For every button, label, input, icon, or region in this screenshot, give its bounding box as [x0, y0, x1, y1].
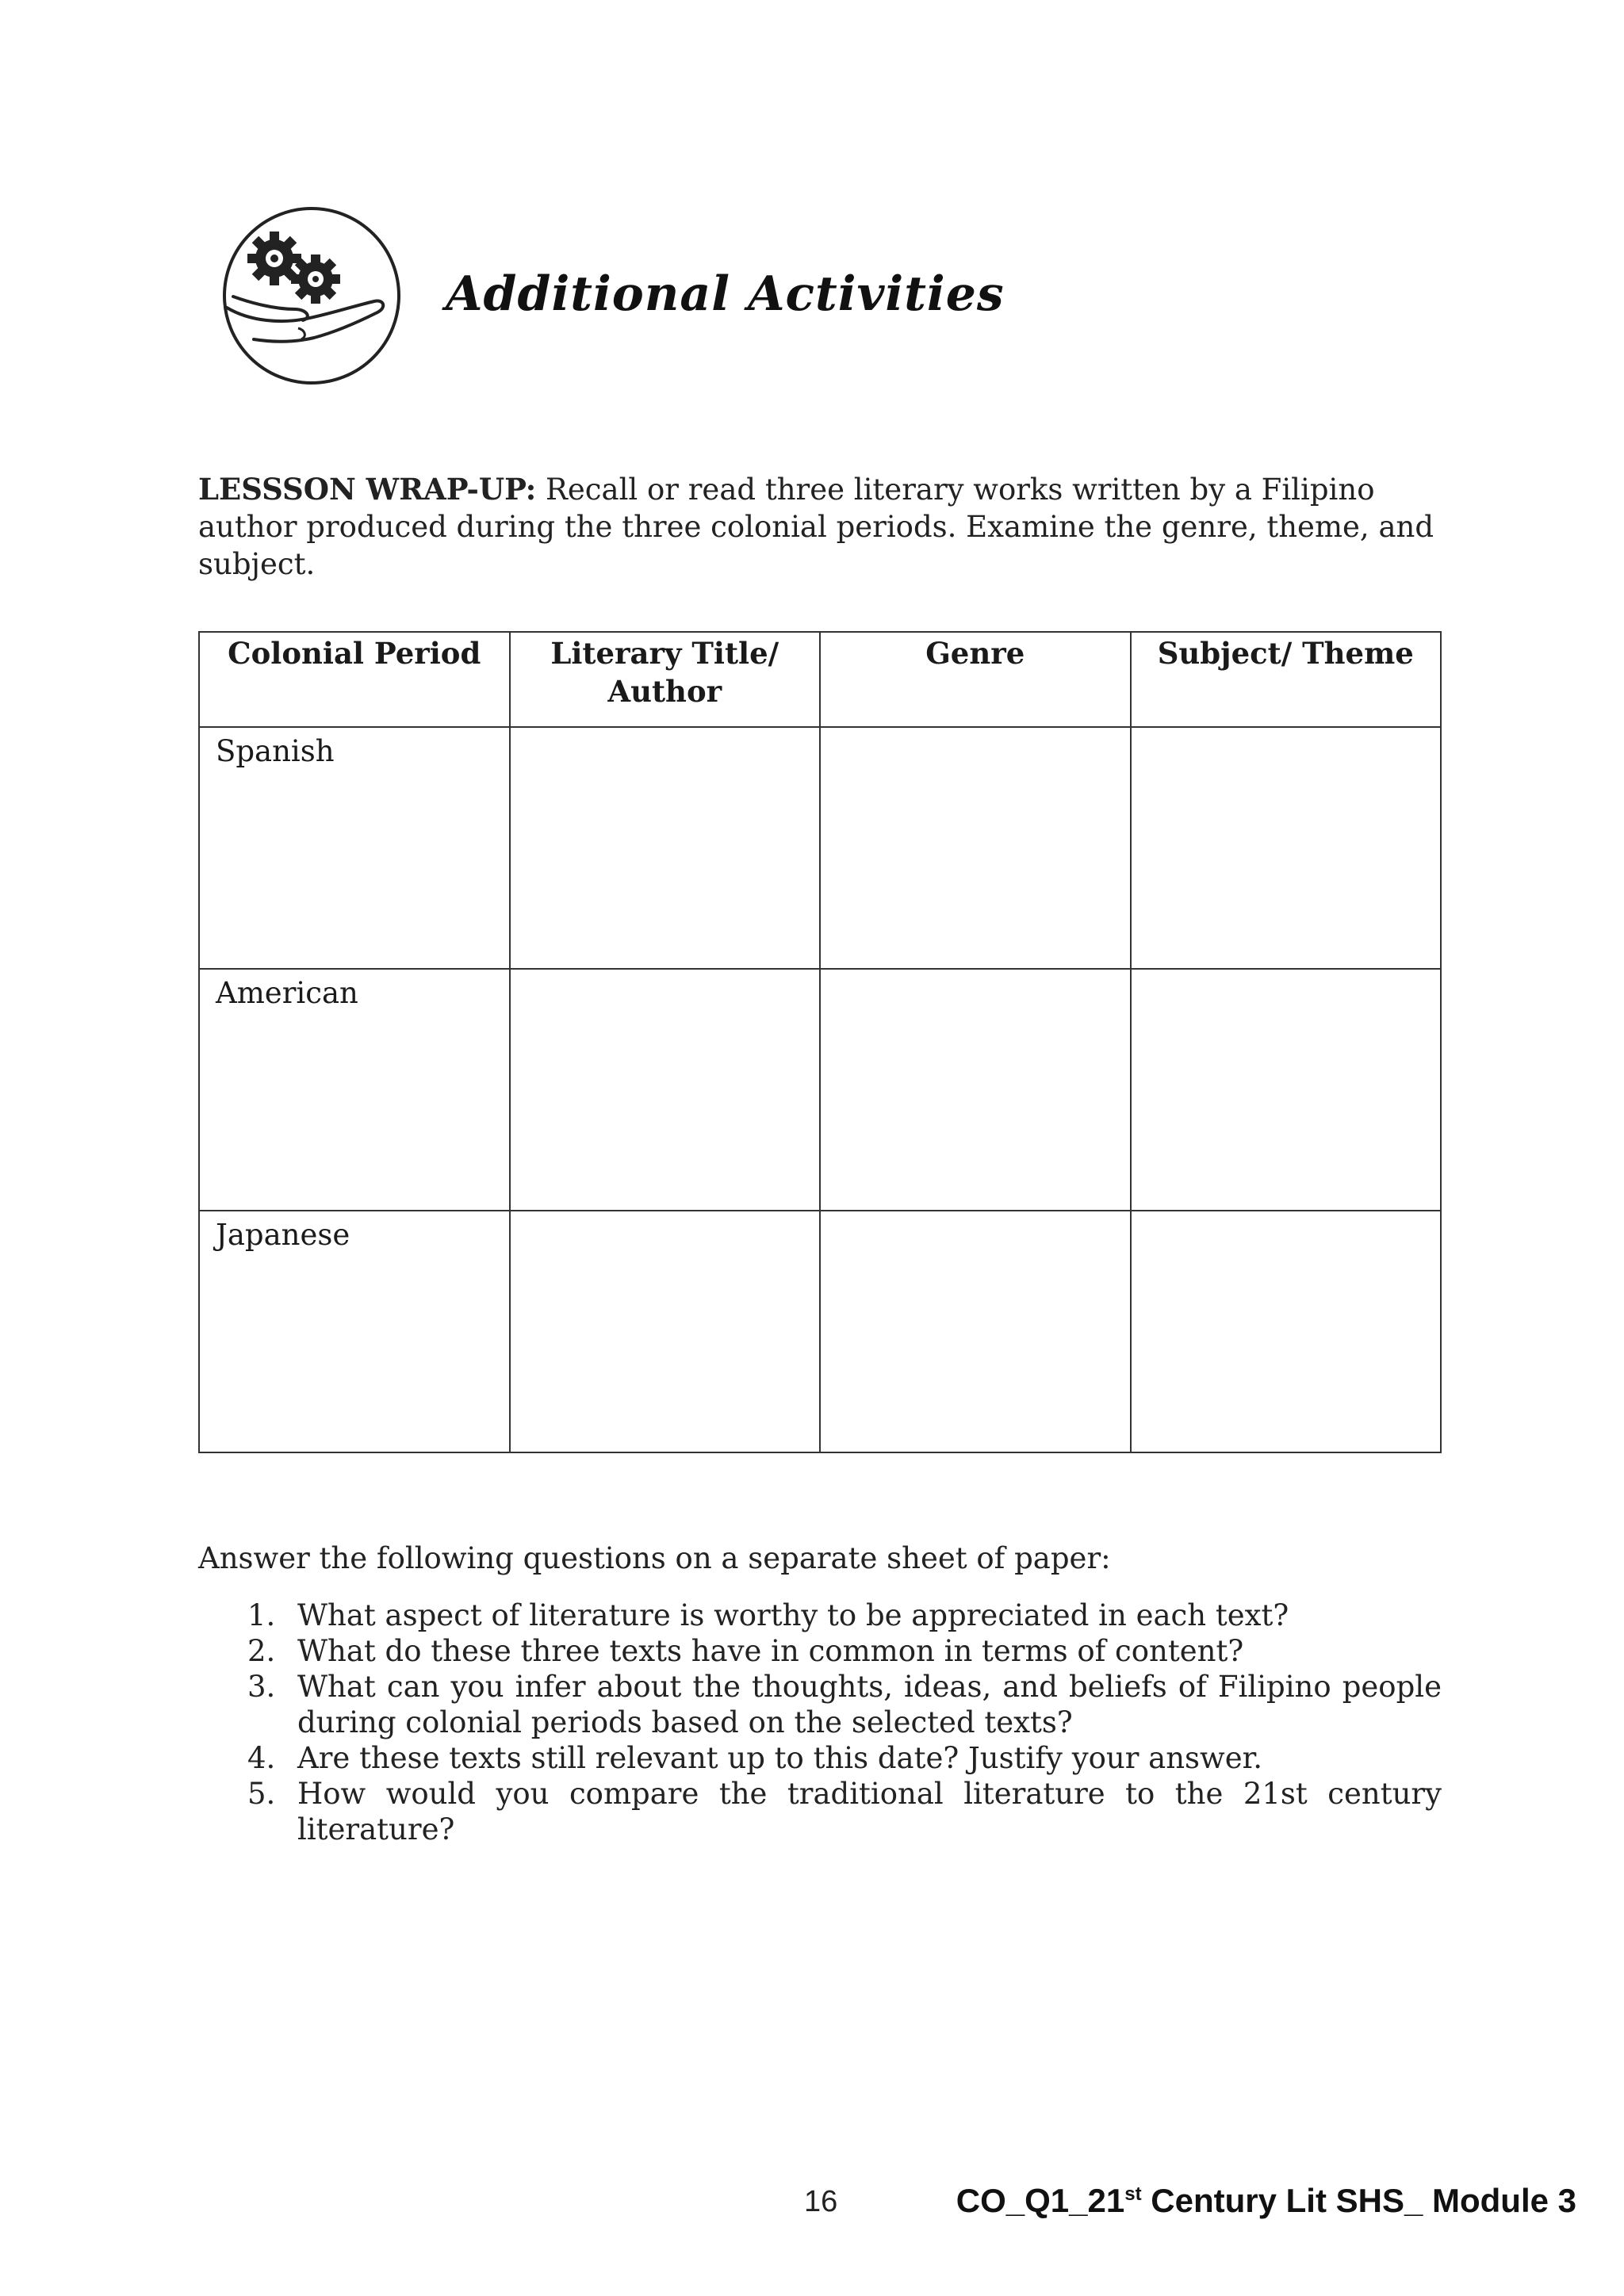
module-code-suffix: Century Lit SHS_ Module 3 [1141, 2182, 1576, 2219]
page-number: 16 [804, 2185, 838, 2218]
wrap-up-text: Recall or read three literary works written by a Filipino author produced during the three colonial periods. Examine the genre, theme, and subject. [198, 473, 1434, 581]
table-row [199, 969, 1441, 1211]
questions-intro: Answer the following questions on a separate sheet of paper: [198, 1541, 1111, 1575]
period-cell: Japanese [199, 1211, 510, 1452]
header-subject-theme: Subject/ Theme [1131, 632, 1442, 727]
literary-title-answer-cell[interactable] [510, 1211, 821, 1452]
literary-title-answer-cell[interactable] [510, 969, 821, 1211]
module-code-superscript: st [1124, 2183, 1142, 2205]
question-text: What do these three texts have in common in terms of content? [297, 1634, 1244, 1668]
literary-title-answer-cell[interactable] [510, 727, 821, 969]
list-item [198, 1633, 1442, 1669]
questions-list [198, 1598, 1442, 1847]
page-title: Additional Activities [446, 266, 1005, 322]
question-text: What can you infer about the thoughts, ideas, and beliefs of Filipino people during colonial periods based on the selected texts? [297, 1670, 1442, 1739]
question-number: 3. [247, 1670, 276, 1704]
list-item [198, 1598, 1442, 1633]
subject-theme-answer-cell[interactable] [1131, 969, 1442, 1211]
header-colonial-period: Colonial Period [199, 632, 510, 727]
question-number: 1. [247, 1598, 276, 1632]
genre-answer-cell[interactable] [820, 1211, 1131, 1452]
table-header-row [199, 632, 1441, 727]
genre-answer-cell[interactable] [820, 727, 1131, 969]
subject-theme-answer-cell[interactable] [1131, 1211, 1442, 1452]
lesson-wrap-up-instructions [198, 471, 1442, 583]
list-item [198, 1776, 1442, 1847]
wrap-up-label: LESSSON WRAP-UP: [198, 472, 537, 507]
list-item [198, 1740, 1442, 1776]
table-row [199, 727, 1441, 969]
table-row [199, 1211, 1441, 1452]
question-text: Are these texts still relevant up to this date? Justify your answer. [297, 1741, 1262, 1775]
module-code-prefix: CO_Q1_21 [956, 2182, 1125, 2219]
period-cell: American [199, 969, 510, 1211]
genre-answer-cell[interactable] [820, 969, 1131, 1211]
subject-theme-answer-cell[interactable] [1131, 727, 1442, 969]
period-cell: Spanish [199, 727, 510, 969]
question-number: 4. [247, 1741, 276, 1775]
question-text: How would you compare the traditional literature to the 21st century literature? [297, 1777, 1442, 1846]
question-number: 2. [247, 1634, 276, 1668]
colonial-periods-table [198, 631, 1442, 1453]
list-item [198, 1669, 1442, 1740]
question-number: 5. [247, 1777, 276, 1811]
header-genre: Genre [820, 632, 1131, 727]
module-code [956, 2182, 1576, 2220]
hand-holding-gears-icon [219, 203, 404, 388]
question-text: What aspect of literature is worthy to be appreciated in each text? [297, 1598, 1289, 1632]
header-literary-title-author: Literary Title/ Author [510, 632, 821, 727]
